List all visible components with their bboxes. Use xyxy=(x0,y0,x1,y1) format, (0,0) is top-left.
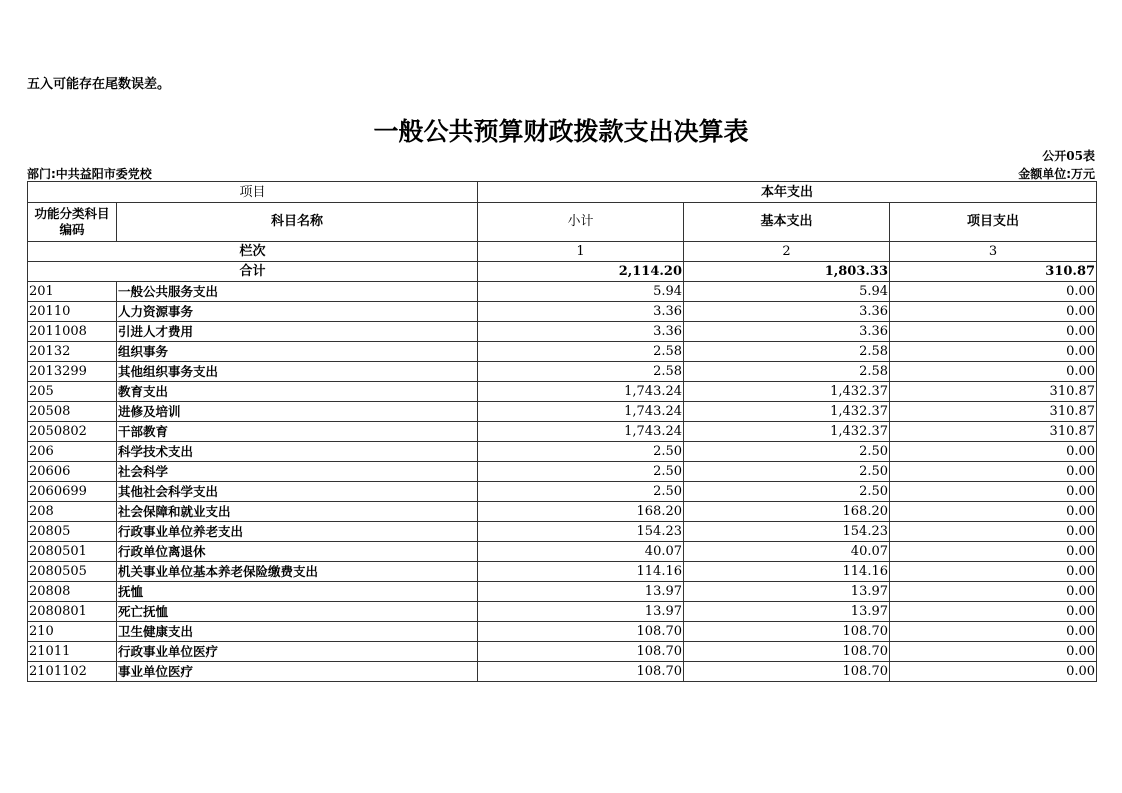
row-project: 0.00 xyxy=(890,322,1097,342)
row-name: 事业单位医疗 xyxy=(117,662,478,682)
row-project: 0.00 xyxy=(890,542,1097,562)
row-subtotal: 168.20 xyxy=(478,502,684,522)
row-basic: 108.70 xyxy=(684,642,890,662)
row-name: 行政单位离退休 xyxy=(117,542,478,562)
row-subtotal: 2.50 xyxy=(478,442,684,462)
table-row xyxy=(28,582,1097,602)
row-name: 一般公共服务支出 xyxy=(117,282,478,302)
row-name: 教育支出 xyxy=(117,382,478,402)
row-code: 2060699 xyxy=(28,482,117,502)
table-row xyxy=(28,462,1097,482)
row-code: 2080801 xyxy=(28,602,117,622)
row-project: 0.00 xyxy=(890,642,1097,662)
row-subtotal: 2.50 xyxy=(478,482,684,502)
row-project: 0.00 xyxy=(890,342,1097,362)
row-code: 20132 xyxy=(28,342,117,362)
row-name: 社会保障和就业支出 xyxy=(117,502,478,522)
row-code: 2080501 xyxy=(28,542,117,562)
row-basic: 108.70 xyxy=(684,662,890,682)
row-code: 20606 xyxy=(28,462,117,482)
row-name: 社会科学 xyxy=(117,462,478,482)
row-basic: 2.50 xyxy=(684,462,890,482)
row-project: 0.00 xyxy=(890,562,1097,582)
column-label: 栏次 xyxy=(28,242,478,262)
header-project: 项目支出 xyxy=(890,203,1097,242)
table-row xyxy=(28,502,1097,522)
table-row xyxy=(28,642,1097,662)
row-subtotal: 5.94 xyxy=(478,282,684,302)
row-project: 310.87 xyxy=(890,402,1097,422)
row-code: 20805 xyxy=(28,522,117,542)
row-basic: 2.58 xyxy=(684,342,890,362)
row-code: 210 xyxy=(28,622,117,642)
row-project: 0.00 xyxy=(890,282,1097,302)
table-row xyxy=(28,482,1097,502)
header-row-group xyxy=(28,182,1097,203)
row-basic: 3.36 xyxy=(684,302,890,322)
row-code: 2013299 xyxy=(28,362,117,382)
column-number-2: 2 xyxy=(684,242,890,262)
row-project: 0.00 xyxy=(890,522,1097,542)
row-project: 0.00 xyxy=(890,622,1097,642)
row-name: 机关事业单位基本养老保险缴费支出 xyxy=(117,562,478,582)
row-code: 206 xyxy=(28,442,117,462)
row-basic: 2.50 xyxy=(684,482,890,502)
header-subtotal: 小计 xyxy=(478,203,684,242)
row-project: 0.00 xyxy=(890,362,1097,382)
row-subtotal: 114.16 xyxy=(478,562,684,582)
row-basic: 13.97 xyxy=(684,602,890,622)
header-name: 科目名称 xyxy=(117,203,478,242)
row-project: 0.00 xyxy=(890,462,1097,482)
header-basic: 基本支出 xyxy=(684,203,890,242)
row-code: 201 xyxy=(28,282,117,302)
table-row xyxy=(28,542,1097,562)
row-name: 科学技术支出 xyxy=(117,442,478,462)
row-name: 抚恤 xyxy=(117,582,478,602)
row-name: 组织事务 xyxy=(117,342,478,362)
row-code: 20508 xyxy=(28,402,117,422)
row-code: 21011 xyxy=(28,642,117,662)
row-project: 310.87 xyxy=(890,422,1097,442)
header-item: 项目 xyxy=(28,182,478,203)
row-code: 2050802 xyxy=(28,422,117,442)
row-subtotal: 3.36 xyxy=(478,322,684,342)
total-row xyxy=(28,262,1097,282)
row-name: 卫生健康支出 xyxy=(117,622,478,642)
row-project: 0.00 xyxy=(890,442,1097,462)
amount-unit-label: 金额单位:万元 xyxy=(1018,167,1095,181)
row-basic: 5.94 xyxy=(684,282,890,302)
row-basic: 13.97 xyxy=(684,582,890,602)
row-basic: 1,432.37 xyxy=(684,382,890,402)
table-row xyxy=(28,282,1097,302)
table-row xyxy=(28,622,1097,642)
row-subtotal: 108.70 xyxy=(478,662,684,682)
column-number-row xyxy=(28,242,1097,262)
row-name: 干部教育 xyxy=(117,422,478,442)
table-row xyxy=(28,562,1097,582)
form-code: 公开05表 xyxy=(1042,149,1095,163)
expenditure-table xyxy=(27,181,1097,682)
row-project: 0.00 xyxy=(890,602,1097,622)
row-code: 20110 xyxy=(28,302,117,322)
table-row xyxy=(28,422,1097,442)
row-name: 其他社会科学支出 xyxy=(117,482,478,502)
table-row xyxy=(28,522,1097,542)
row-basic: 40.07 xyxy=(684,542,890,562)
row-basic: 168.20 xyxy=(684,502,890,522)
row-name: 死亡抚恤 xyxy=(117,602,478,622)
department-label: 部门:中共益阳市委党校 xyxy=(27,167,152,181)
row-project: 0.00 xyxy=(890,482,1097,502)
row-name: 引进人才费用 xyxy=(117,322,478,342)
row-name: 人力资源事务 xyxy=(117,302,478,322)
table-row xyxy=(28,302,1097,322)
header-code: 功能分类科目编码 xyxy=(28,203,117,242)
row-name: 进修及培训 xyxy=(117,402,478,422)
row-name: 行政事业单位医疗 xyxy=(117,642,478,662)
row-basic: 2.58 xyxy=(684,362,890,382)
row-project: 0.00 xyxy=(890,302,1097,322)
row-subtotal: 154.23 xyxy=(478,522,684,542)
row-subtotal: 2.58 xyxy=(478,362,684,382)
header-current-year: 本年支出 xyxy=(478,182,1097,203)
row-name: 行政事业单位养老支出 xyxy=(117,522,478,542)
row-subtotal: 2.50 xyxy=(478,462,684,482)
table-row xyxy=(28,602,1097,622)
table-row xyxy=(28,342,1097,362)
row-subtotal: 1,743.24 xyxy=(478,402,684,422)
row-project: 0.00 xyxy=(890,662,1097,682)
table-row xyxy=(28,662,1097,682)
row-subtotal: 13.97 xyxy=(478,582,684,602)
column-number-3: 3 xyxy=(890,242,1097,262)
row-name: 其他组织事务支出 xyxy=(117,362,478,382)
row-subtotal: 108.70 xyxy=(478,642,684,662)
row-code: 205 xyxy=(28,382,117,402)
row-basic: 154.23 xyxy=(684,522,890,542)
row-project: 310.87 xyxy=(890,382,1097,402)
row-code: 2101102 xyxy=(28,662,117,682)
row-subtotal: 2.58 xyxy=(478,342,684,362)
row-basic: 2.50 xyxy=(684,442,890,462)
table-row xyxy=(28,442,1097,462)
header-row-columns xyxy=(28,203,1097,242)
row-code: 20808 xyxy=(28,582,117,602)
row-project: 0.00 xyxy=(890,502,1097,522)
row-basic: 1,432.37 xyxy=(684,402,890,422)
table-row xyxy=(28,402,1097,422)
row-subtotal: 3.36 xyxy=(478,302,684,322)
row-subtotal: 13.97 xyxy=(478,602,684,622)
table-row xyxy=(28,362,1097,382)
table-row xyxy=(28,322,1097,342)
row-code: 2011008 xyxy=(28,322,117,342)
table-row xyxy=(28,382,1097,402)
row-subtotal: 40.07 xyxy=(478,542,684,562)
column-number-1: 1 xyxy=(478,242,684,262)
row-basic: 108.70 xyxy=(684,622,890,642)
row-code: 2080505 xyxy=(28,562,117,582)
row-subtotal: 1,743.24 xyxy=(478,382,684,402)
total-basic: 1,803.33 xyxy=(684,262,890,282)
row-basic: 1,432.37 xyxy=(684,422,890,442)
total-project: 310.87 xyxy=(890,262,1097,282)
row-subtotal: 108.70 xyxy=(478,622,684,642)
row-code: 208 xyxy=(28,502,117,522)
row-basic: 3.36 xyxy=(684,322,890,342)
rounding-note: 五入可能存在尾数误差。 xyxy=(27,77,171,92)
total-label: 合计 xyxy=(28,262,478,282)
row-project: 0.00 xyxy=(890,582,1097,602)
total-subtotal: 2,114.20 xyxy=(478,262,684,282)
page-title: 一般公共预算财政拨款支出决算表 xyxy=(373,117,749,146)
row-subtotal: 1,743.24 xyxy=(478,422,684,442)
row-basic: 114.16 xyxy=(684,562,890,582)
